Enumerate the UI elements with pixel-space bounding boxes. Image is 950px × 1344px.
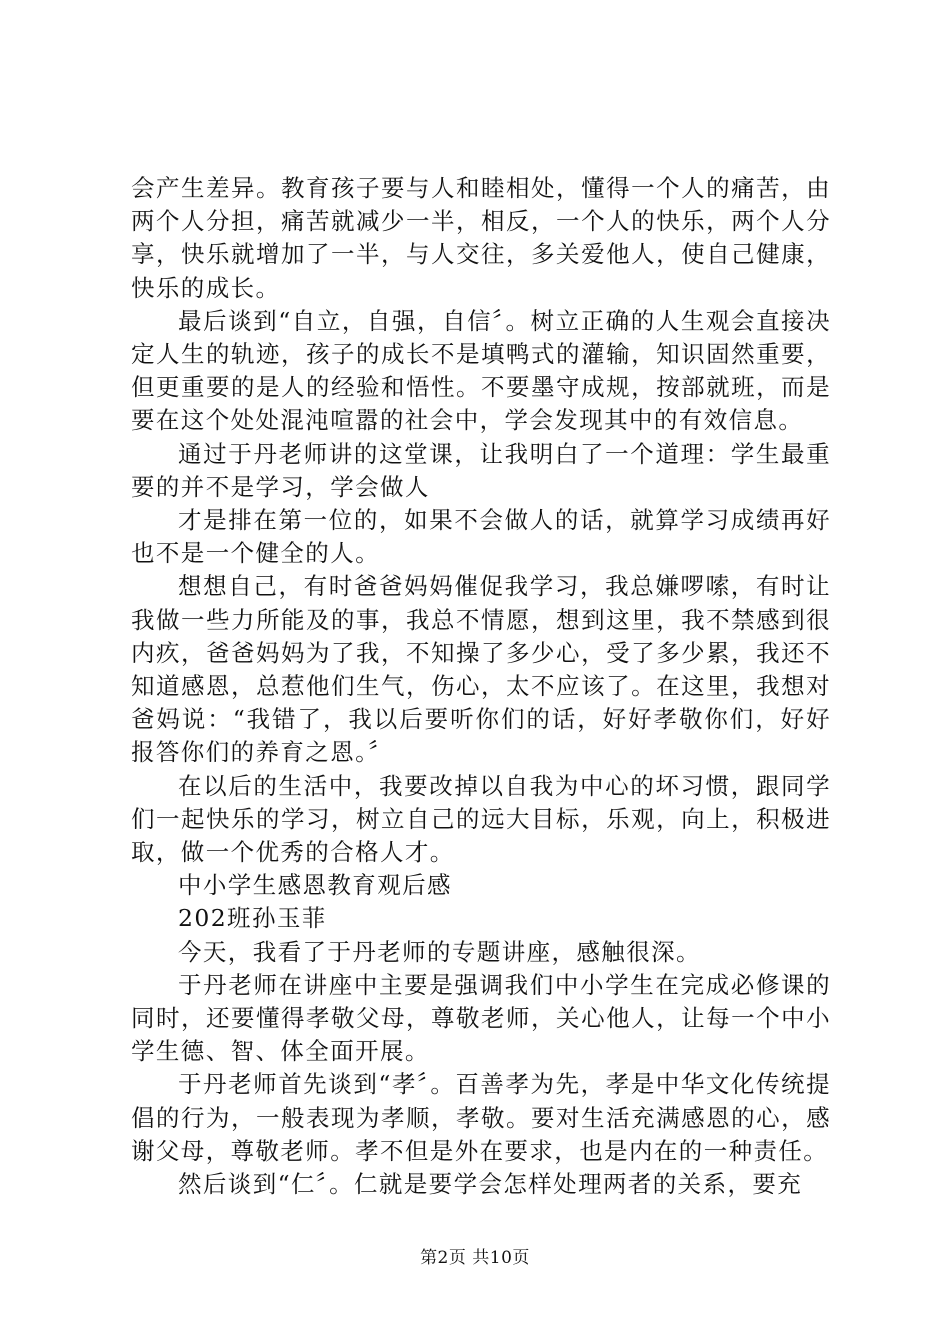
author-line: 202班孙玉菲 bbox=[178, 904, 327, 933]
paragraph: 于丹老师在讲座中主要是强调我们中小学生在完成必修课的同时，还要懂得孝敬父母，尊敬老师，关心他人，让每一个中小学生德、智、体全面开展。 bbox=[131, 970, 831, 1066]
paragraph: 在以后的生活中，我要改掉以自我为中心的坏习惯，跟同学们一起快乐的学习，树立自己的远大目标，乐观，向上，积极进取，做一个优秀的合格人才。 bbox=[131, 771, 831, 867]
paragraph: 然后谈到“仁〞。仁就是要学会怎样处理两者的关系，要充 bbox=[178, 1170, 803, 1199]
document-body bbox=[131, 172, 831, 1201]
paragraph: 才是排在第一位的，如果不会做人的话，就算学习成绩再好也不是一个健全的人。 bbox=[131, 506, 831, 568]
paragraph: 会产生差异。教育孩子要与人和睦相处，懂得一个人的痛苦，由两个人分担，痛苦就减少一半，相反，一个人的快乐，两个人分享，快乐就增加了一半，与人交往，多关爱他人，使自己健康，快乐的成长。 bbox=[131, 174, 831, 302]
paragraph: 于丹老师首先谈到“孝〞。百善孝为先，孝是中华文化传统提倡的行为，一般表现为孝顺，孝敬。要对生活充满感恩的心，感谢父母，尊敬老师。孝不但是外在要求，也是内在的一种责任。 bbox=[131, 1070, 831, 1165]
section-title: 中小学生感恩教育观后感 bbox=[178, 871, 452, 900]
paragraph: 想想自己，有时爸爸妈妈催促我学习，我总嫌啰嗦，有时让我做一些力所能及的事，我总不情愿，想到这里，我不禁感到很内疚，爸爸妈妈为了我，不知操了多少心，受了多少累，我还不知道感恩，总惹他们生气，伤心，太不应该了。在这里，我想对爸妈说：“我错了，我以后要听你们的话，好好孝敬你们，好好报答你们的养育之恩。〞 bbox=[131, 572, 831, 767]
paragraph: 通过于丹老师讲的这堂课，让我明白了一个道理：学生最重要的并不是学习，学会做人 bbox=[131, 439, 831, 501]
paragraph: 今天，我看了于丹老师的专题讲座，感触很深。 bbox=[178, 937, 701, 966]
page-number-footer: 第2页 共10页 bbox=[420, 1248, 530, 1268]
paragraph: 最后谈到“自立，自强，自信〞。树立正确的人生观会直接决定人生的轨迹，孩子的成长不是填鸭式的灌输，知识固然重要，但更重要的是人的经验和悟性。不要墨守成规，按部就班，而是要在这个处处混沌喧嚣的社会中，学会发现其中的有效信息。 bbox=[131, 306, 831, 435]
